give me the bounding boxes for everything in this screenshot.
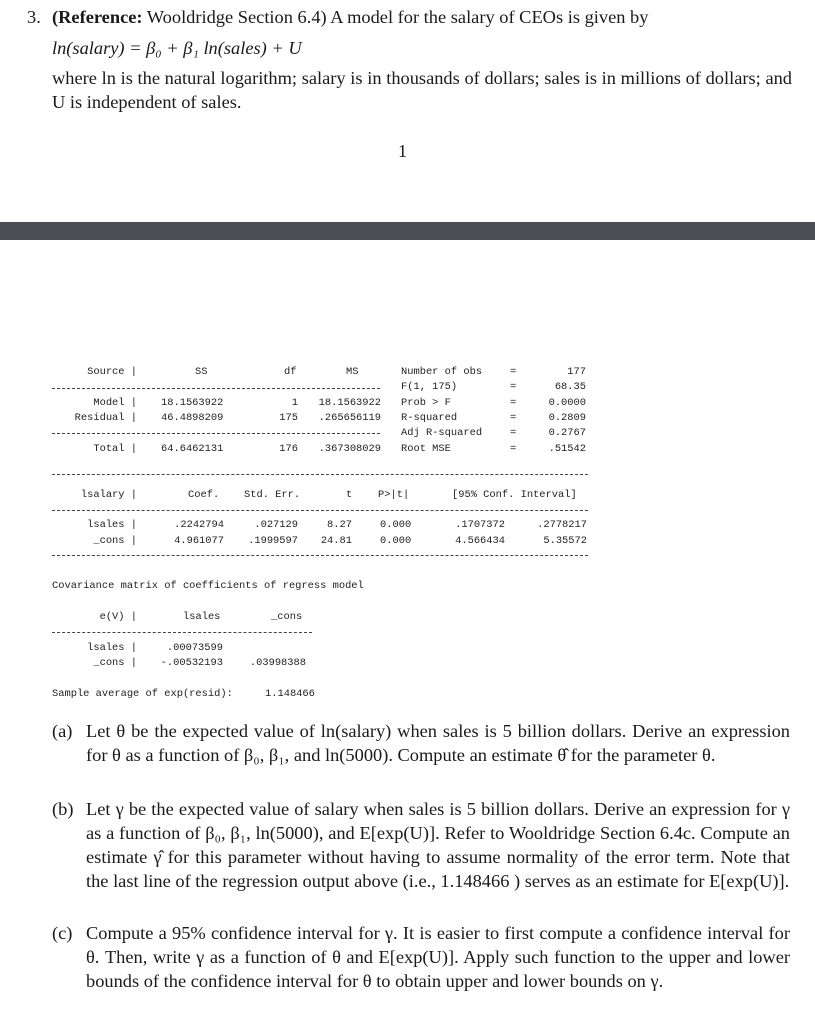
coef-header-var: lsalary | [80, 489, 137, 501]
reference-text: Wooldridge Section 6.4) A model for the salary of CEOs is given by [146, 7, 649, 27]
anova-row-df: 175 [279, 412, 298, 424]
anova-divider [52, 433, 380, 434]
question-text: Let γ be the expected value of salary when sales is 5 billion dollars. Derive an expression for γ as a function of β₀, β₁, ln(5000), and E[exp(U)]. Refer to Wooldridge Section 6.4c. Compute an estimate γ̂ for this parameter without having to assume normality of the error term. Note that the last line of the regression output above (i.e., 1.148466 ) serves as an estimate for E[exp(U)]. [86, 799, 790, 891]
question-text: Let θ be the expected value of ln(salary) when sales is 5 billion dollars. Derive an expression for θ as a function of β₀, β₁, and ln(5000). Compute an estimate θ̂ for the parameter θ. [86, 721, 790, 765]
covariance-header-cons: _cons [271, 611, 303, 623]
question-a [52, 719, 792, 793]
question-label: (c) [52, 923, 73, 943]
coef-row-t: 8.27 [327, 519, 352, 531]
problem-number: 3. [27, 7, 41, 27]
coef-row-se: .1999597 [248, 535, 298, 547]
stat-value: 0.2767 [548, 427, 586, 439]
coef-divider [52, 555, 588, 556]
coef-row-se: .027129 [254, 519, 298, 531]
problem-intro [52, 5, 648, 29]
stat-eq: = [510, 427, 517, 439]
covariance-row-label: _cons | [93, 657, 137, 669]
coef-row-ci-lo: 4.566434 [455, 535, 505, 547]
coef-row-coef: 4.961077 [174, 535, 224, 547]
anova-row-label: Total | [93, 443, 137, 455]
anova-row-ss: 46.4898209 [161, 412, 224, 424]
stat-label: R-squared [401, 412, 458, 424]
coef-header-p: P>|t| [378, 489, 410, 501]
anova-header-ss: SS [195, 366, 208, 378]
page-gap-bar [0, 222, 815, 240]
covariance-cell: -.00532193 [160, 657, 223, 669]
coef-divider [52, 510, 588, 511]
covariance-cell: .00073599 [166, 642, 223, 654]
covariance-title: Covariance matrix of coefficients of regress model [52, 580, 364, 592]
coef-row-t: 24.81 [320, 535, 352, 547]
anova-header-source: Source | [87, 366, 137, 378]
covariance-row-label: lsales | [87, 642, 137, 654]
stat-label: Root MSE [401, 443, 451, 455]
anova-row-df: 176 [279, 443, 298, 455]
stat-value: 0.2809 [548, 412, 586, 424]
anova-header-ms: MS [346, 366, 359, 378]
anova-row-df: 1 [291, 397, 298, 409]
coef-row-var: _cons | [93, 535, 137, 547]
anova-header-df: df [284, 366, 297, 378]
anova-row-ms: 18.1563922 [318, 397, 381, 409]
stat-value: 177 [567, 366, 586, 378]
stat-label: Prob > F [401, 397, 451, 409]
question-b [52, 797, 792, 919]
sample-average-value: 1.148466 [265, 688, 315, 700]
coef-row-p: 0.000 [380, 519, 412, 531]
stat-label: Adj R-squared [401, 427, 483, 439]
coef-row-var: lsales | [87, 519, 137, 531]
anova-row-ms: .265656119 [318, 412, 381, 424]
reference-label: (Reference: [52, 7, 143, 27]
covariance-divider [52, 632, 312, 633]
stat-eq: = [510, 397, 517, 409]
coef-row-p: 0.000 [380, 535, 412, 547]
coef-header-se: Std. Err. [244, 489, 301, 501]
coef-header-ci: [95% Conf. Interval] [452, 489, 577, 501]
coef-divider [52, 474, 588, 475]
model-equation: ln(salary) = β₀ + β₁ ln(sales) + U [52, 38, 302, 58]
covariance-header-lsales: lsales [183, 611, 221, 623]
stat-eq: = [510, 443, 517, 455]
stat-value: 68.35 [554, 381, 586, 393]
stat-eq: = [510, 381, 517, 393]
stat-value: 0.0000 [548, 397, 586, 409]
page-number: 1 [398, 141, 407, 161]
anova-row-label: Residual | [74, 412, 137, 424]
question-label: (b) [52, 799, 74, 819]
question-c [52, 921, 792, 1019]
where-text: where ln is the natural logarithm; salary is in thousands of dollars; sales is in millions of dollars; and U is independent of sales. [52, 68, 792, 112]
covariance-cell: .03998388 [249, 657, 306, 669]
stat-eq: = [510, 412, 517, 424]
question-label: (a) [52, 721, 73, 741]
anova-row-ss: 64.6462131 [161, 443, 224, 455]
question-text: Compute a 95% confidence interval for γ. It is easier to first compute a confidence interval for θ. Then, write γ as a function of θ and E[exp(U)]. Apply such function to the upper and lower bounds of the confidence interval for θ to obtain upper and lower bounds on γ. [86, 923, 790, 991]
anova-row-ss: 18.1563922 [161, 397, 224, 409]
anova-divider [52, 388, 380, 389]
coef-row-ci-hi: 5.35572 [543, 535, 587, 547]
stat-label: F(1, 175) [401, 381, 458, 393]
stat-label: Number of obs [401, 366, 483, 378]
stat-value: .51542 [548, 443, 586, 455]
sample-average-label: Sample average of exp(resid): [52, 688, 233, 700]
covariance-header-label: e(V) | [99, 611, 137, 623]
anova-row-ms: .367308029 [318, 443, 381, 455]
coef-header-coef: Coef. [188, 489, 220, 501]
coef-row-ci-hi: .2778217 [537, 519, 587, 531]
coef-row-ci-lo: .1707372 [455, 519, 505, 531]
coef-header-t: t [346, 489, 353, 501]
coef-row-coef: .2242794 [174, 519, 224, 531]
anova-row-label: Model | [93, 397, 137, 409]
stat-eq: = [510, 366, 517, 378]
